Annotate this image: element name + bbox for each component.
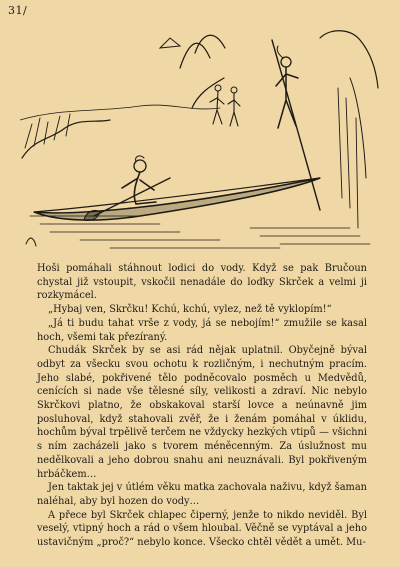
paragraph: A přece byl Skrček chlapec čiperný, jenže to nikdo neviděl. Byl veselý, vtipný hoch a rád o všem hloubal. Věčně se vyptával a jeho ustavičným „proč?“ nebylo konce. Všecko chtěl vědět a umět. Mu- (37, 509, 367, 549)
body-text (37, 262, 367, 550)
paragraph: „Hybaj ven, Skrčku! Kchú, kchú, vylez, než tě vyklopím!“ (48, 304, 332, 316)
page-number: 31/ (8, 4, 28, 17)
paragraph: Hoši pomáhali stáhnout lodici do vody. Když se pak Bručoun chystal již vstoupit, vskočil nenadále do loďky Skrček a velmi ji rozkymácel. (37, 263, 367, 302)
paragraph: Jen taktak jej v útlém věku matka zachovala naživu, když šaman naléhal, aby byl hozen do vody… (37, 482, 367, 507)
illustration (20, 28, 380, 260)
paragraph: Chudák Skrček by se asi rád nějak uplatnil. Obyčejně býval odbyt za všecku svou ochotu k rozličným, i nechutným pracím. Jeho slabé, pokřivené tělo podněcovalo posměch u Medvědů, cenících si nade vše tělesné síly, velikosti a zdraví. Nic nebylo Skrčkovi platno, že obskakoval starší lovce a neúnavně jim posluhoval, když stahovali zvěř, že i ženám pomáhal v úklidu, hochům býval trpělivě terčem ne vždycky hezkých vtipů — všichni s ním zacházeli jako s tvorem méněcenným. Za úslužnost mu nedělkovali a jeho dobrou snahu ani neuznávali. Byl pokřiveným hrbáčkem… (37, 345, 367, 480)
paragraph: „Já ti budu tahat vrše z vody, já se nebojím!“ zmužile se kasal hoch, všemi tak přezíraný. (37, 317, 367, 343)
